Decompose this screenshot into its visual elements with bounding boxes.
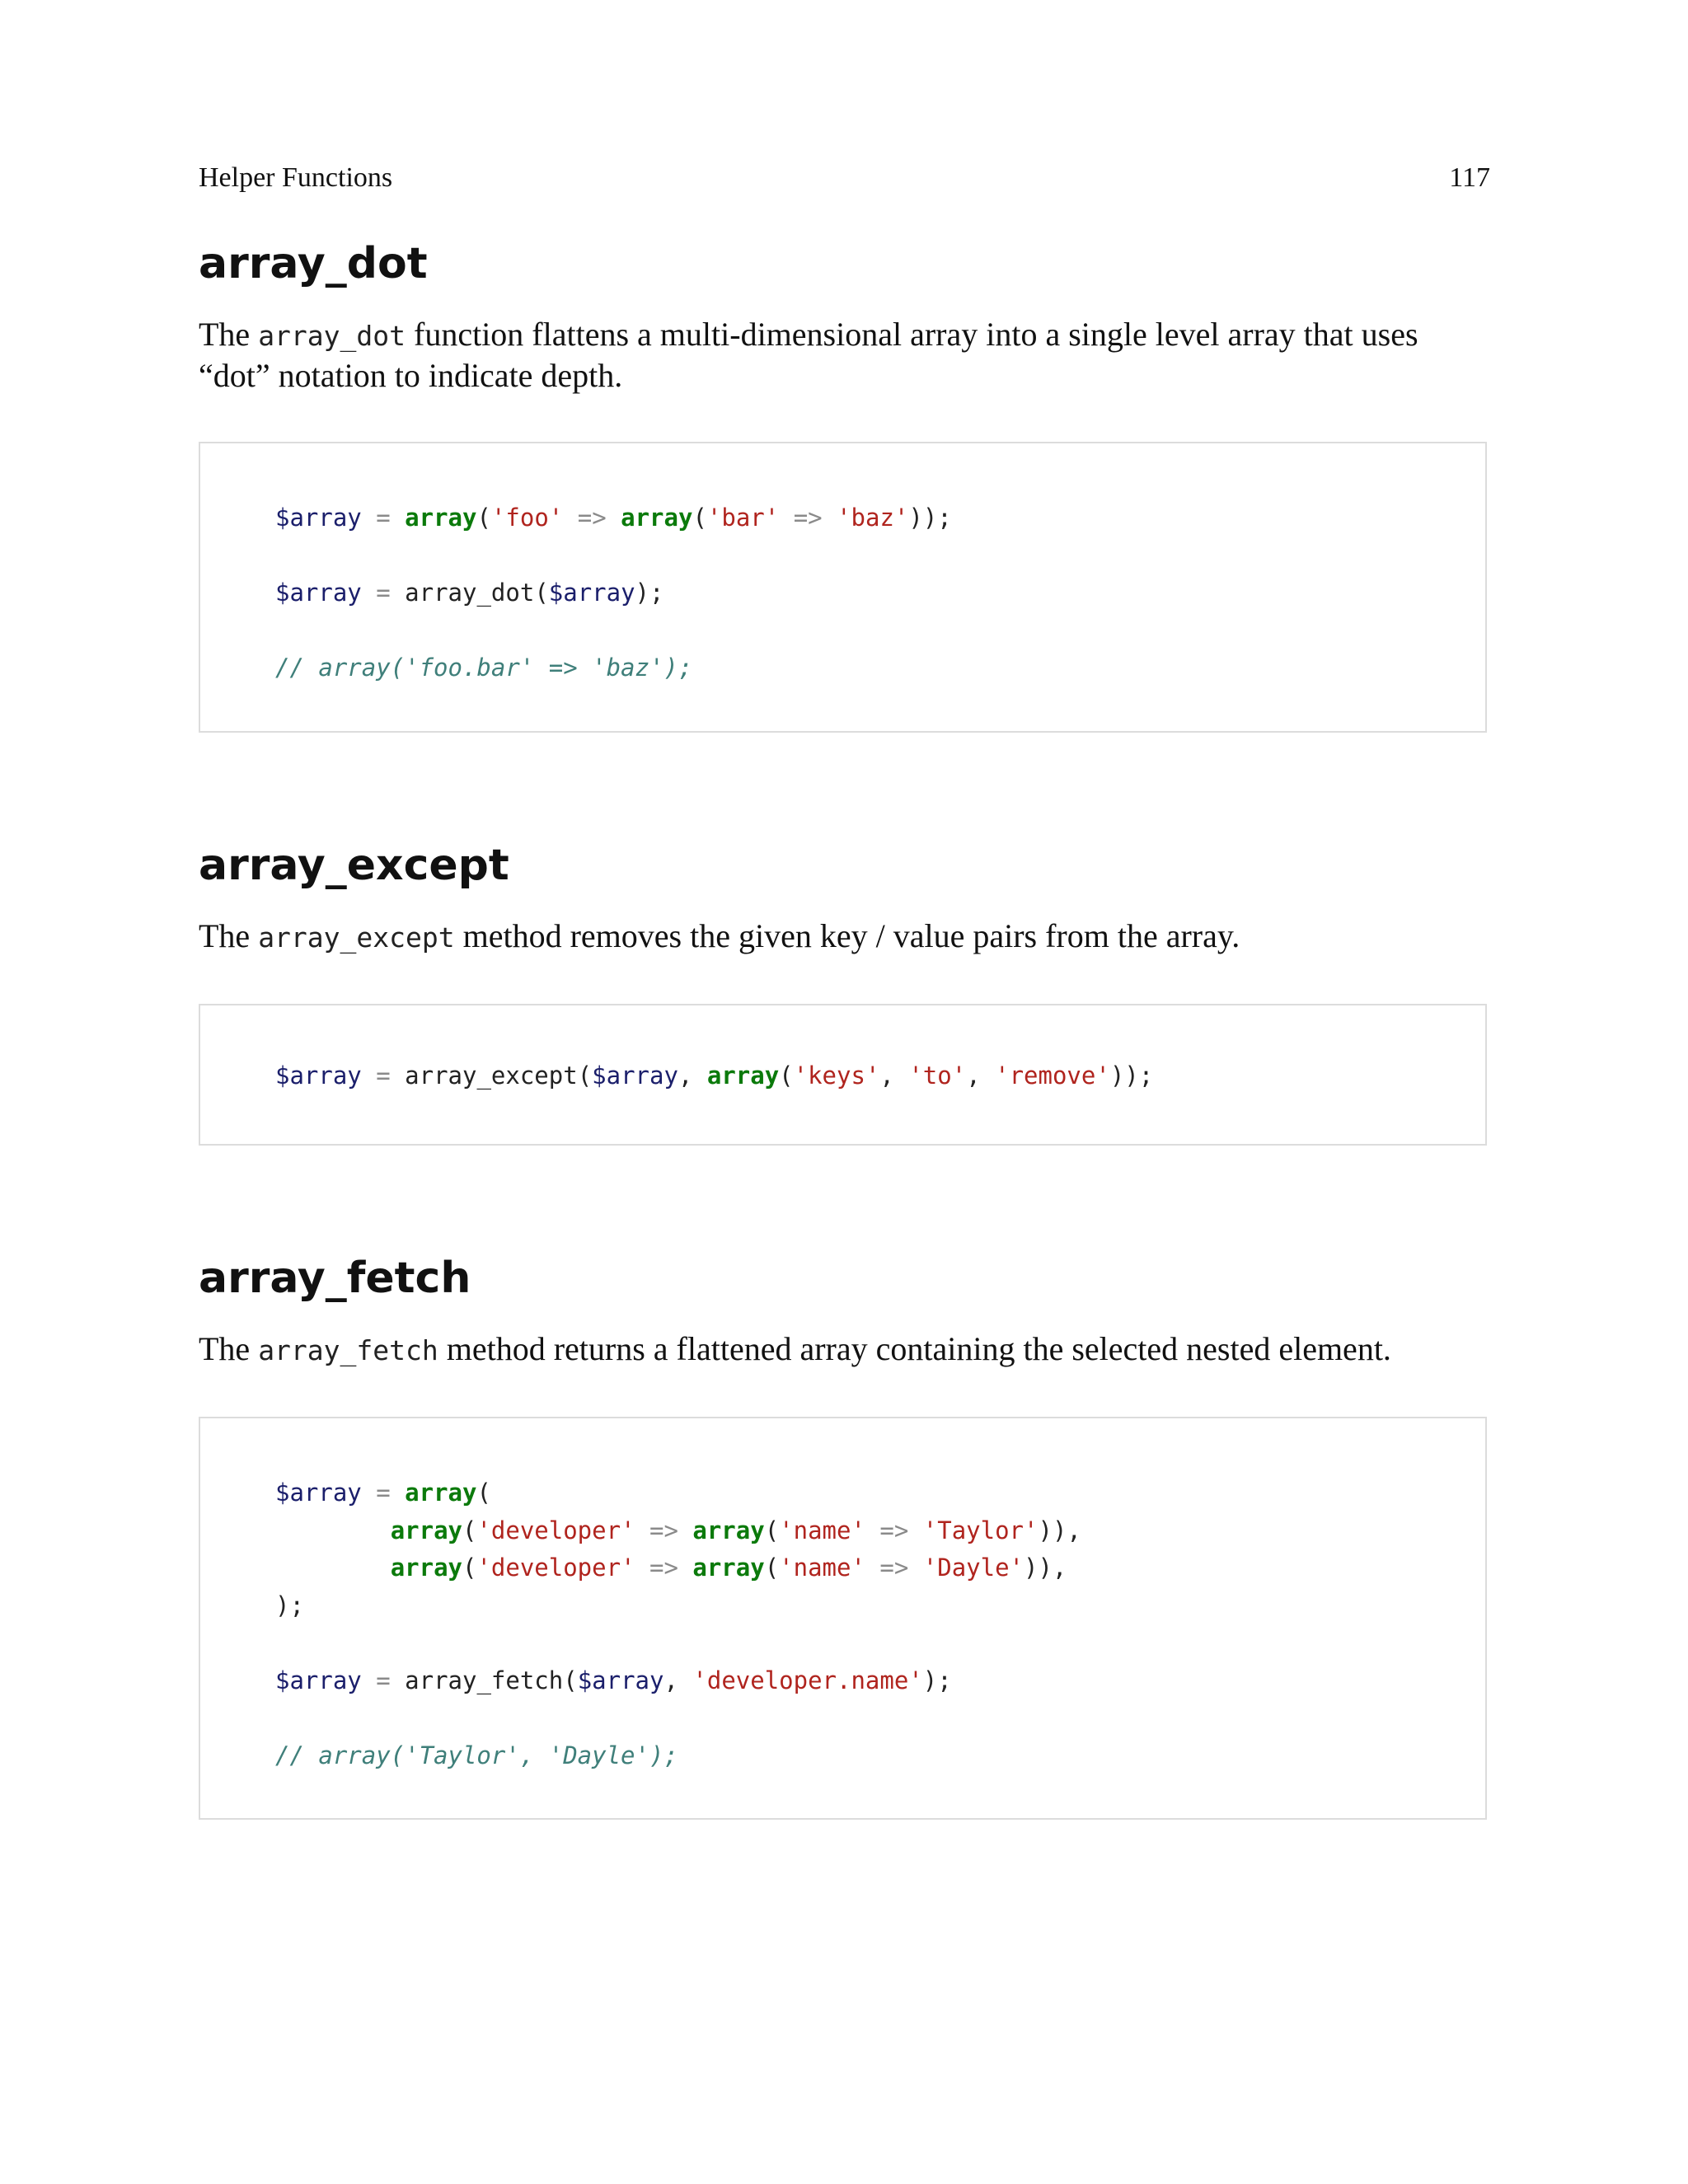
inline-code: array_fetch <box>258 1334 438 1366</box>
code-block <box>199 1417 1487 1820</box>
code-line: $array = array('foo' => array('bar' => 'baz')); <box>275 504 952 532</box>
code-comment: // array('foo.bar' => 'baz'); <box>275 654 693 682</box>
page-number: 117 <box>1449 162 1490 193</box>
code-line: $array = array( <box>275 1479 491 1507</box>
section-heading: array_dot <box>199 239 428 288</box>
code-line: $array = array_except($array, array('keys', 'to', 'remove')); <box>275 1062 1154 1090</box>
code-line: ); <box>275 1591 304 1619</box>
running-header <box>199 158 1490 198</box>
section-description: The array_except method removes the given key / value pairs from the array. <box>199 917 1240 954</box>
code-block <box>199 442 1487 733</box>
inline-code: array_except <box>258 921 455 954</box>
code-line: $array = array_fetch($array, 'developer.name'); <box>275 1666 952 1694</box>
code-line: array('developer' => array('name' => 'Dayle')), <box>390 1554 1067 1582</box>
section-array-dot <box>199 237 1490 682</box>
chapter-title: Helper Functions <box>199 162 393 193</box>
section-description: The array_dot function flattens a multi-dimensional array into a single level array that uses “dot” notation to indicate depth. <box>199 316 1418 394</box>
code-comment: // array('Taylor', 'Dayle'); <box>275 1741 678 1769</box>
code-line: array('developer' => array('name' => 'Taylor')), <box>390 1516 1081 1544</box>
code-listing <box>275 1057 1153 1095</box>
section-description: The array_fetch method returns a flattened array containing the selected nested element. <box>199 1330 1391 1367</box>
section-heading: array_fetch <box>199 1254 471 1303</box>
code-block <box>199 1004 1487 1146</box>
section-array-fetch <box>199 1252 1490 1769</box>
code-listing <box>275 1474 1081 1774</box>
code-line: $array = array_dot($array); <box>275 579 664 607</box>
section-heading: array_except <box>199 841 509 890</box>
section-array-except <box>199 839 1490 1090</box>
inline-code: array_dot <box>258 320 406 352</box>
code-listing <box>275 499 952 687</box>
